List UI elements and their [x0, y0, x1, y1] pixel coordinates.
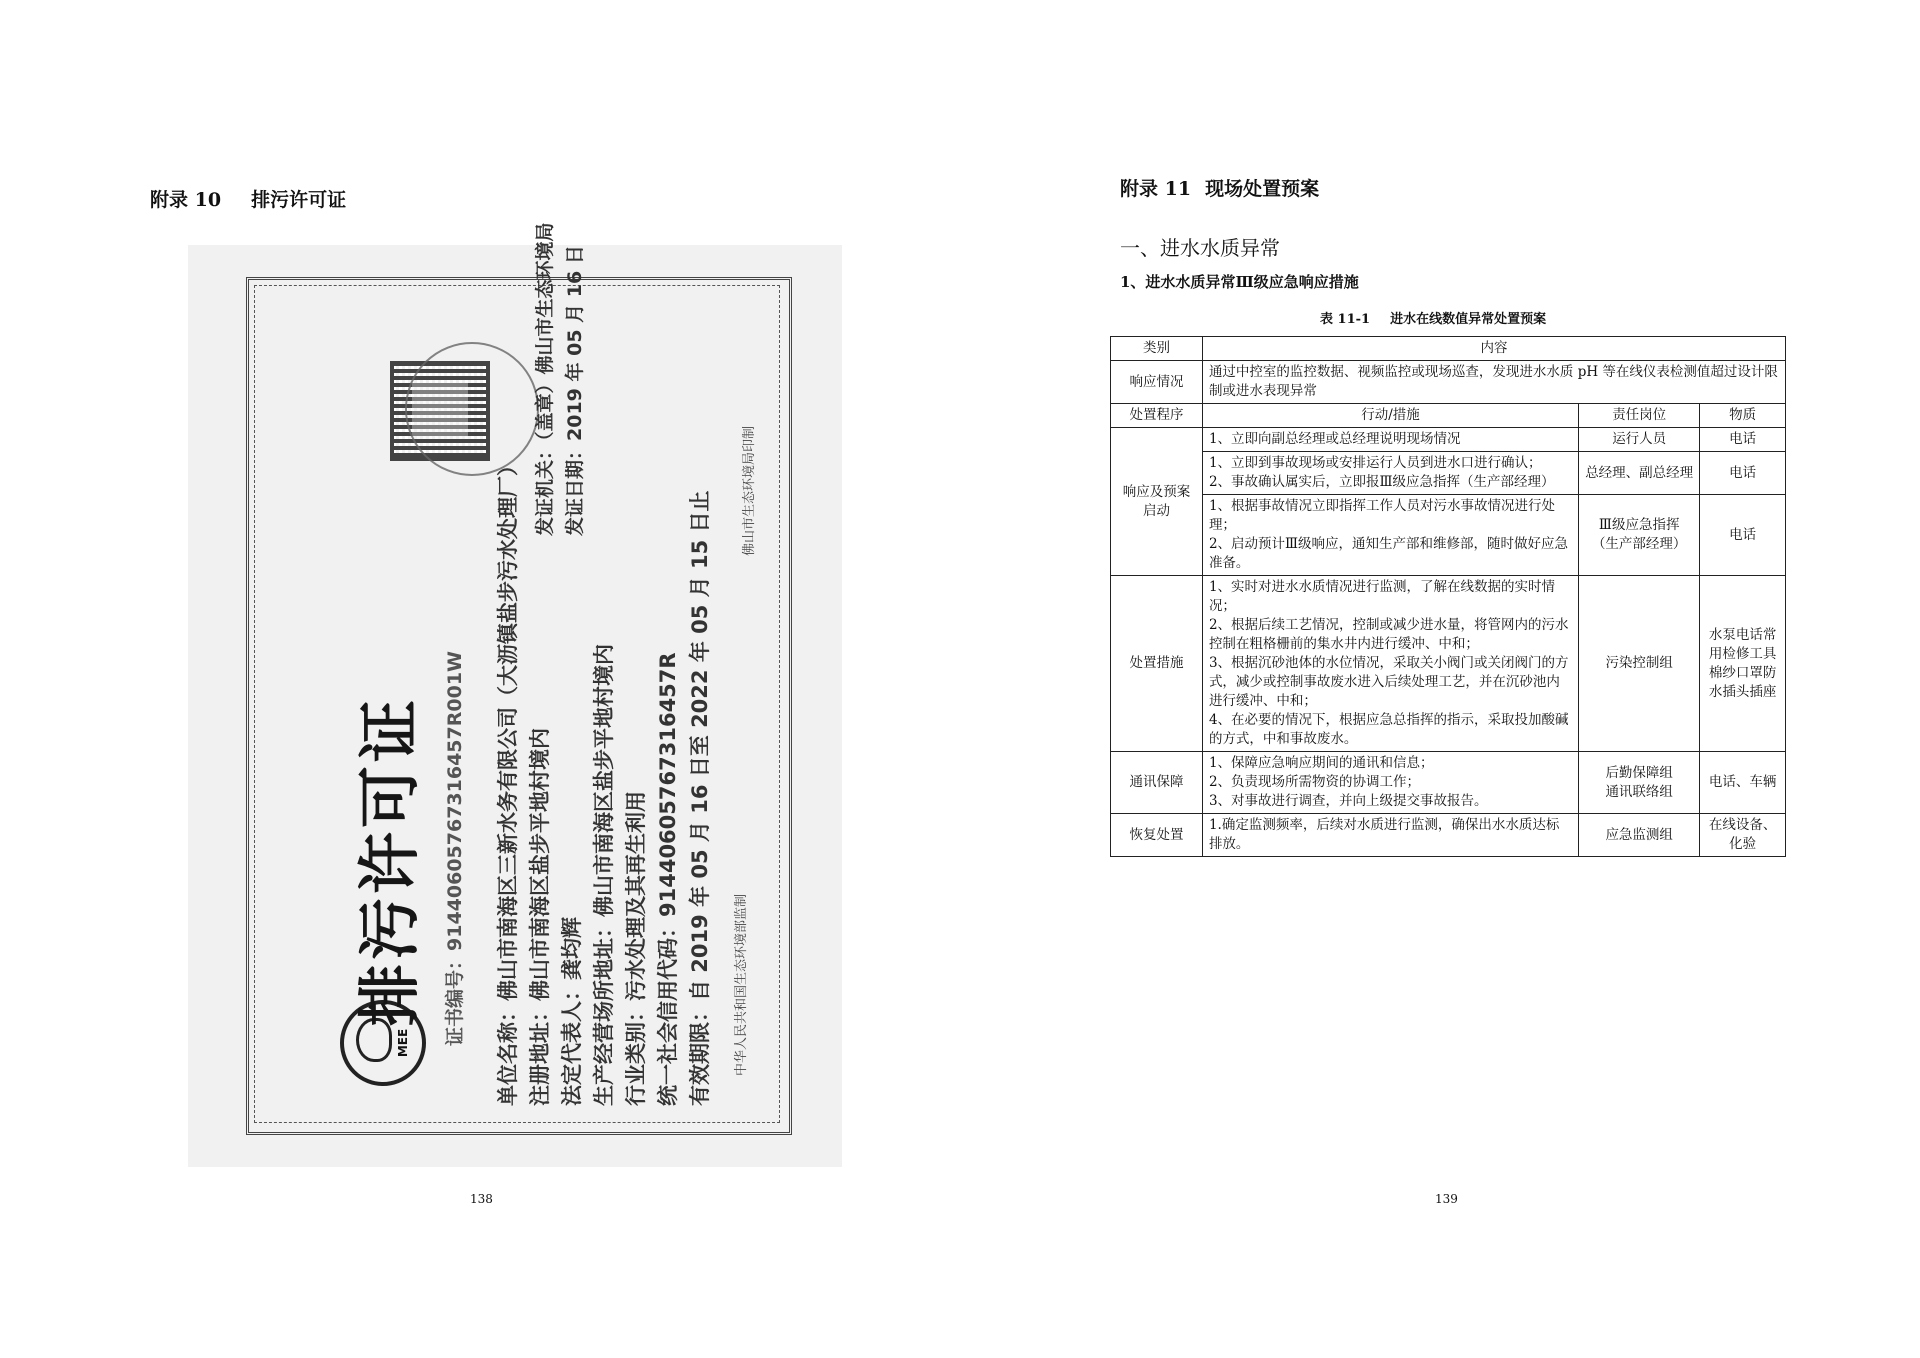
- cert-field-unit-name: 单位名称：佛山市南海区三新水务有限公司（大沥镇盐步污水处理厂）: [496, 455, 520, 1106]
- cert-field-register-address: 注册地址：佛山市南海区盐步平地村境内: [528, 728, 552, 1106]
- row-content: 通过中控室的监控数据、视频监控或现场巡查，发现进水水质 pH 等在线仪表检测值超过设计限制或进水表现异常: [1202, 361, 1785, 404]
- cell-material: 在线设备、化验: [1700, 814, 1786, 857]
- table-caption-text: 进水在线数值异常处置预案: [1390, 312, 1547, 327]
- cell-material: 电话: [1700, 452, 1786, 495]
- permit-certificate-scan: [188, 222, 842, 1167]
- table-row: [1111, 576, 1786, 752]
- table-row: [1111, 752, 1786, 814]
- certificate-content: [260, 222, 770, 1116]
- right-page-number: 139: [1435, 1192, 1458, 1206]
- certificate-issuer: 发证机关：（盖章）佛山市生态环境局: [534, 222, 556, 536]
- official-seal-icon: [405, 342, 539, 476]
- row-category: 恢复处置: [1111, 814, 1203, 857]
- cell-action: 1、实时对进水水质情况进行监测，了解在线数据的实时情况； 2、根据后续工艺情况，控制或减少进水量，将管网内的污水控制在粗格栅前的集水井内进行缓冲、中和； 3、根据沉砂池体的水位情况，采取关小阀门或关闭阀门的方式，减少或控制事故废水进入后续处理工艺，并在沉砂池内进行缓冲、中和； 4、在必要的情况下，根据应急总指挥的指示，采取投加酸碱的方式，中和事故废水。: [1202, 576, 1578, 752]
- header-content: 内容: [1202, 337, 1785, 361]
- cell-material: 水泵电话常用检修工具棉纱口罩防水插头插座: [1700, 576, 1786, 752]
- cell-role: 运行人员: [1579, 428, 1700, 452]
- right-page-title: [1120, 174, 1319, 201]
- cell-role: 应急监测组: [1579, 814, 1700, 857]
- certificate-issue-date: 发证日期：2019 年 05 月 16 日: [564, 245, 586, 536]
- table-row: [1111, 814, 1786, 857]
- section-title: 一、进水水质异常: [1120, 236, 1280, 260]
- cell-role: 总经理、副总经理: [1579, 452, 1700, 495]
- header-category: 类别: [1111, 337, 1203, 361]
- row-category: 处置措施: [1111, 576, 1203, 752]
- table-caption-num: 表 11-1: [1320, 312, 1371, 327]
- cell-role: 污染控制组: [1579, 576, 1700, 752]
- table-caption: [1320, 308, 1546, 327]
- subheader-action: 行动/措施: [1202, 404, 1578, 428]
- table-row: [1111, 495, 1786, 576]
- certificate-footer: 中华人民共和国生态环境部监制: [734, 893, 749, 1076]
- subheader-role: 责任岗位: [1579, 404, 1700, 428]
- left-page-title: [150, 185, 346, 212]
- table-header-row: [1111, 337, 1786, 361]
- table-row: [1111, 361, 1786, 404]
- cell-action: 1.确定监测频率，后续对水质进行监测，确保出水水质达标排放。: [1202, 814, 1578, 857]
- cell-action: 1、保障应急响应期间的通讯和信息； 2、负责现场所需物资的协调工作； 3、对事故进行调查，并向上级提交事故报告。: [1202, 752, 1578, 814]
- certificate-number: 证书编号：91440605767316457R001W: [444, 651, 466, 1046]
- cell-action: 1、立即向副总经理或总经理说明现场情况: [1202, 428, 1578, 452]
- table-row: [1111, 428, 1786, 452]
- cert-field-industry: 行业类别：污水处理及其再生利用: [624, 791, 648, 1106]
- row-category: 响应及预案启动: [1111, 428, 1203, 576]
- disposal-plan-table: [1110, 336, 1786, 857]
- table-row: [1111, 452, 1786, 495]
- right-heading-num: 附录 11: [1120, 178, 1192, 200]
- cell-material: 电话、车辆: [1700, 752, 1786, 814]
- row-category: 处置程序: [1111, 404, 1203, 428]
- cell-role: Ⅲ级应急指挥 （生产部经理）: [1579, 495, 1700, 576]
- cert-field-credit-code: 统一社会信用代码：91440605767316457R: [656, 652, 680, 1106]
- left-page-number: 138: [470, 1192, 493, 1206]
- cert-field-site-address: 生产经营场所地址：佛山市南海区盐步平地村境内: [592, 644, 616, 1106]
- left-heading-num: 附录 10: [150, 189, 222, 211]
- left-heading-text: 排污许可证: [251, 189, 347, 211]
- cell-material: 电话: [1700, 495, 1786, 576]
- cell-role: 后勤保障组 通讯联络组: [1579, 752, 1700, 814]
- logo-text: MEE: [396, 1028, 410, 1058]
- row-category: 响应情况: [1111, 361, 1203, 404]
- certificate-title: 排污许可证: [353, 695, 426, 1026]
- row-category: 通讯保障: [1111, 752, 1203, 814]
- certificate-side-note: 佛山市生态环境局印制: [742, 425, 757, 556]
- subheader-material: 物质: [1700, 404, 1786, 428]
- cell-action: 1、立即到事故现场或安排运行人员到进水口进行确认； 2、事故确认属实后，立即报Ⅲ级应急指挥（生产部经理）: [1202, 452, 1578, 495]
- cell-material: 电话: [1700, 428, 1786, 452]
- cell-action: 1、根据事故情况立即指挥工作人员对污水事故情况进行处理； 2、启动预计Ⅲ级响应，通知生产部和维修部，随时做好应急准备。: [1202, 495, 1578, 576]
- subsection-title: 1、进水水质异常Ⅲ级应急响应措施: [1120, 273, 1359, 291]
- table-subheader-row: [1111, 404, 1786, 428]
- cert-field-validity: 有效期限：自 2019 年 05 月 16 日至 2022 年 05 月 15 日止: [688, 490, 712, 1106]
- right-heading-text: 现场处置预案: [1205, 178, 1320, 200]
- cert-field-legal-rep: 法定代表人：龚均辉: [560, 917, 584, 1106]
